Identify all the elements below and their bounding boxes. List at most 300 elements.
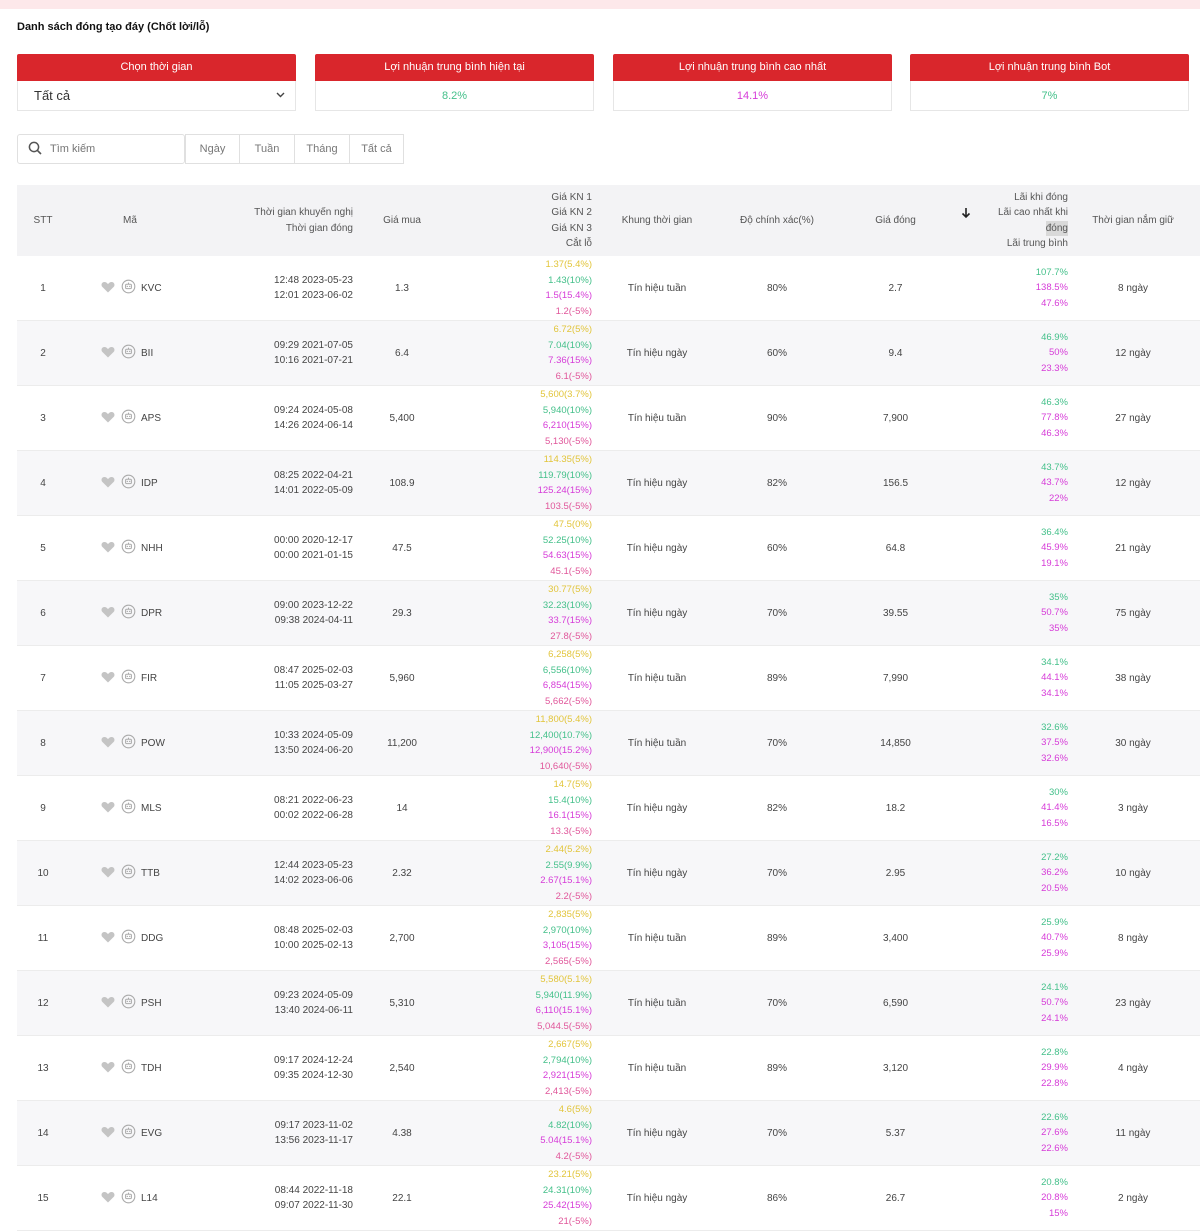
search-box[interactable] — [17, 134, 185, 164]
heart-icon[interactable] — [101, 801, 115, 816]
avg-profit-max-value: 14.1% — [613, 81, 892, 111]
timeframe: Tín hiệu tuần — [627, 737, 687, 749]
target-price: 12,900(15.2%) — [529, 745, 592, 756]
accuracy: 89% — [766, 1062, 787, 1074]
ticker-symbol[interactable]: TTB — [141, 867, 160, 879]
row-index: 7 — [40, 672, 46, 684]
heart-icon[interactable] — [101, 996, 115, 1011]
close-price: 64.8 — [885, 542, 906, 554]
row-index: 5 — [40, 542, 46, 554]
bot-icon[interactable] — [121, 799, 136, 817]
profit-value: 35% — [1048, 622, 1068, 634]
bot-icon[interactable] — [121, 279, 136, 297]
target-price: 47.5(0%) — [553, 519, 592, 530]
ticker-symbol[interactable]: DDG — [141, 932, 164, 944]
close-price: 39.55 — [882, 607, 909, 619]
buy-price: 6.4 — [395, 347, 409, 359]
row-index: 12 — [37, 997, 49, 1009]
recommend-time: 09:24 2024-05-08 — [274, 404, 353, 416]
holding-time: 2 ngày — [1117, 1192, 1149, 1204]
buy-price: 47.5 — [392, 542, 412, 554]
bot-icon[interactable] — [121, 1189, 136, 1207]
avg-profit-max-label: Lợi nhuận trung bình cao nhất — [613, 54, 892, 81]
close-time: 00:00 2021-01-15 — [274, 550, 353, 561]
row-index: 8 — [40, 737, 46, 749]
time-cell — [207, 581, 353, 645]
profit-value: 36.4% — [1041, 526, 1068, 538]
recommend-time: 12:48 2023-05-23 — [274, 274, 353, 286]
target-price: 2,667(5%) — [548, 1039, 592, 1050]
target-price: 7.36(15%) — [548, 355, 592, 366]
ticker-symbol[interactable]: L14 — [141, 1192, 158, 1204]
chevron-down-icon — [276, 90, 285, 101]
filter-day-button[interactable]: Ngày — [185, 134, 240, 164]
ticker-symbol[interactable]: FIR — [141, 672, 158, 684]
time-cell — [207, 711, 353, 775]
heart-icon[interactable] — [101, 671, 115, 686]
target-price: 1.43(10%) — [548, 274, 592, 286]
ticker-symbol[interactable]: NHH — [141, 542, 163, 554]
heart-icon[interactable] — [101, 281, 115, 296]
heart-icon[interactable] — [101, 606, 115, 621]
bot-icon[interactable] — [121, 539, 136, 557]
time-cell — [207, 1166, 353, 1230]
filter-month-button[interactable]: Tháng — [295, 134, 350, 164]
table-header — [17, 185, 1200, 256]
header-profit[interactable]: Lãi khi đóng Lãi cao nhất khi đóng Lãi trung bình — [997, 191, 1068, 249]
heart-icon[interactable] — [101, 541, 115, 556]
ticker-cell — [101, 1166, 191, 1230]
profit-value: 22% — [1048, 492, 1068, 504]
target-price: 5.04(15.1%) — [540, 1135, 592, 1146]
profit-value: 43.7% — [1041, 461, 1068, 473]
avg-profit-current-label: Lợi nhuận trung bình hiện tại — [315, 54, 594, 81]
target-price: 119.79(10%) — [538, 469, 592, 481]
holding-time: 75 ngày — [1115, 607, 1151, 619]
accuracy: 82% — [766, 477, 787, 489]
header-close-price[interactable]: Giá đóng — [875, 214, 916, 226]
profit-value: 35% — [1048, 591, 1068, 603]
filter-all-button[interactable]: Tất cả — [350, 134, 404, 164]
avg-profit-bot-value: 7% — [910, 81, 1189, 111]
accuracy: 70% — [766, 867, 787, 879]
target-price: 1.2(-5%) — [555, 305, 592, 317]
target-price: 11,800(5.4%) — [535, 714, 592, 725]
row-index: 1 — [40, 282, 46, 294]
target-price: 13.3(-5%) — [550, 825, 592, 837]
ticker-cell — [101, 971, 191, 1035]
target-price: 14.7(5%) — [553, 779, 592, 790]
buy-price: 14 — [396, 802, 408, 814]
profit-value: 23.3% — [1041, 362, 1068, 374]
ticker-cell — [101, 646, 191, 710]
profit-cell — [967, 1166, 1068, 1230]
profit-value: 34.1% — [1041, 656, 1068, 668]
target-price: 2.44(5.2%) — [545, 844, 592, 855]
accuracy: 86% — [766, 1192, 787, 1204]
bot-icon[interactable] — [121, 1059, 136, 1077]
target-price: 2,565(-5%) — [545, 955, 592, 967]
close-price: 26.7 — [885, 1192, 906, 1204]
target-price: 33.7(15%) — [548, 615, 592, 626]
ticker-symbol[interactable]: MLS — [141, 802, 162, 814]
heart-icon[interactable] — [101, 1126, 115, 1141]
time-cell — [207, 451, 353, 515]
profit-value: 107.7% — [1035, 266, 1068, 278]
target-price: 16.1(15%) — [548, 810, 592, 821]
close-price: 7,900 — [882, 412, 909, 424]
ticker-cell — [101, 841, 191, 905]
accuracy: 90% — [766, 412, 787, 424]
close-price: 9.4 — [888, 347, 903, 359]
target-price: 3,105(15%) — [542, 940, 592, 951]
recommend-time: 08:21 2022-06-23 — [274, 794, 353, 806]
profit-cell — [967, 971, 1068, 1035]
buy-price: 5,310 — [389, 997, 415, 1009]
profit-value: 22.6% — [1041, 1142, 1068, 1154]
heart-icon[interactable] — [101, 931, 115, 946]
close-time: 13:56 2023-11-17 — [274, 1135, 353, 1146]
avg-profit-bot-box — [910, 54, 1189, 111]
close-time: 09:07 2022-11-30 — [274, 1200, 353, 1211]
accuracy: 70% — [766, 997, 787, 1009]
close-price: 3,400 — [882, 932, 909, 944]
close-time: 13:50 2024-06-20 — [274, 745, 353, 756]
filter-week-button[interactable]: Tuần — [240, 134, 295, 164]
time-cell — [207, 386, 353, 450]
target-price: 125.24(15%) — [537, 485, 592, 496]
timeframe: Tín hiệu ngày — [626, 347, 688, 359]
accuracy: 70% — [766, 1127, 787, 1139]
ticker-symbol[interactable]: TDH — [141, 1062, 162, 1074]
time-cell — [207, 256, 353, 320]
target-price: 21(-5%) — [558, 1215, 592, 1227]
profit-cell — [967, 776, 1068, 840]
close-price: 2.95 — [885, 867, 906, 879]
profit-value: 22.8% — [1041, 1046, 1068, 1058]
profit-value: 24.1% — [1041, 981, 1068, 993]
profit-value: 25.9% — [1041, 916, 1068, 928]
recommend-time: 08:47 2025-02-03 — [274, 664, 353, 676]
table-row[interactable] — [17, 1101, 1200, 1166]
close-time: 09:35 2024-12-30 — [274, 1070, 353, 1081]
buy-price: 2,540 — [389, 1062, 415, 1074]
profit-cell — [967, 711, 1068, 775]
target-price: 5,940(11.9%) — [535, 989, 592, 1001]
ticker-symbol[interactable]: PSH — [141, 997, 162, 1009]
arrow-down-icon[interactable] — [957, 177, 975, 248]
bot-icon[interactable] — [121, 474, 136, 492]
table-row[interactable] — [17, 711, 1200, 776]
header-ma[interactable]: Mã — [123, 214, 137, 226]
ticker-symbol[interactable]: APS — [141, 412, 162, 424]
recommend-time: 08:44 2022-11-18 — [274, 1184, 353, 1196]
table-row[interactable] — [17, 451, 1200, 516]
table-row[interactable] — [17, 646, 1200, 711]
holding-time: 8 ngày — [1117, 282, 1149, 294]
avg-profit-current-box — [315, 54, 594, 111]
ticker-symbol[interactable]: EVG — [141, 1127, 163, 1139]
profit-cell — [967, 581, 1068, 645]
header-timeframe[interactable]: Khung thời gian — [621, 214, 693, 226]
buy-price: 2,700 — [389, 932, 415, 944]
target-price: 1.5(15.4%) — [545, 290, 592, 301]
profit-cell — [967, 1101, 1068, 1165]
heart-icon[interactable] — [101, 346, 115, 361]
target-price: 2.55(9.9%) — [545, 859, 592, 871]
accuracy: 80% — [766, 282, 787, 294]
bot-icon[interactable] — [121, 994, 136, 1012]
holding-time: 4 ngày — [1117, 1062, 1149, 1074]
profit-value: 46.3% — [1041, 396, 1068, 408]
row-index: 15 — [37, 1192, 49, 1204]
profit-value: 138.5% — [1035, 282, 1068, 294]
profit-value: 36.2% — [1041, 867, 1068, 879]
close-price: 6,590 — [882, 997, 909, 1009]
target-prices-cell — [487, 1101, 592, 1165]
table-row[interactable] — [17, 581, 1200, 646]
ticker-cell — [101, 321, 191, 385]
recommend-time: 09:17 2023-11-02 — [274, 1119, 353, 1131]
search-icon — [28, 141, 50, 158]
target-price: 6.1(-5%) — [555, 370, 592, 382]
close-price: 5.37 — [885, 1127, 906, 1139]
target-prices-cell — [487, 1036, 592, 1100]
bot-icon[interactable] — [121, 1124, 136, 1142]
recommend-time: 00:00 2020-12-17 — [274, 534, 353, 546]
header-accuracy[interactable]: Độ chính xác(%) — [740, 214, 814, 226]
table-row[interactable] — [17, 841, 1200, 906]
time-select-label: Chọn thời gian — [17, 54, 296, 81]
close-time: 10:00 2025-02-13 — [274, 940, 353, 951]
target-price: 6,556(10%) — [542, 664, 592, 676]
target-price: 6,110(15.1%) — [535, 1005, 592, 1016]
profit-value: 25.9% — [1041, 947, 1068, 959]
row-index: 2 — [40, 347, 46, 359]
header-kn-prices[interactable]: Giá KN 1 Giá KN 2 Giá KN 3 Cắt lỗ — [551, 191, 592, 249]
row-index: 4 — [40, 477, 46, 489]
heart-icon[interactable] — [101, 476, 115, 491]
timeframe: Tín hiệu tuần — [627, 672, 687, 684]
holding-time: 10 ngày — [1115, 867, 1151, 879]
timeframe: Tín hiệu tuần — [627, 412, 687, 424]
profit-value: 47.6% — [1041, 297, 1068, 309]
profit-value: 34.1% — [1041, 687, 1068, 699]
bot-icon[interactable] — [121, 604, 136, 622]
ticker-cell — [101, 1036, 191, 1100]
profit-value: 20.8% — [1041, 1176, 1068, 1188]
holding-time: 8 ngày — [1117, 932, 1149, 944]
target-price: 4.2(-5%) — [555, 1150, 592, 1162]
target-price: 6.72(5%) — [553, 324, 592, 335]
accuracy: 70% — [766, 607, 787, 619]
table-row[interactable] — [17, 1166, 1200, 1231]
timeframe: Tín hiệu ngày — [626, 607, 688, 619]
header-time[interactable]: Thời gian khuyến nghị Thời gian đóng — [254, 207, 353, 234]
profit-cell — [967, 516, 1068, 580]
accuracy: 82% — [766, 802, 787, 814]
target-price: 2,970(10%) — [542, 924, 592, 936]
period-filters — [185, 134, 404, 164]
row-index: 13 — [37, 1062, 49, 1074]
ticker-cell — [101, 776, 191, 840]
target-prices-cell — [487, 1166, 592, 1230]
profit-cell — [967, 841, 1068, 905]
profit-value: 37.5% — [1041, 737, 1068, 749]
time-cell — [207, 516, 353, 580]
bot-icon[interactable] — [121, 409, 136, 427]
timeframe: Tín hiệu ngày — [626, 477, 688, 489]
buy-price: 1.3 — [395, 282, 409, 294]
holding-time: 12 ngày — [1115, 347, 1151, 359]
target-prices-cell — [487, 711, 592, 775]
profit-value: 50.7% — [1041, 607, 1068, 619]
ticker-symbol[interactable]: POW — [141, 737, 165, 749]
row-index: 9 — [40, 802, 46, 814]
search-input[interactable] — [50, 143, 170, 155]
close-price: 2.7 — [888, 282, 903, 294]
header-stt[interactable]: STT — [33, 214, 53, 226]
buy-price: 5,400 — [389, 412, 415, 424]
ticker-cell — [101, 386, 191, 450]
close-time: 14:02 2023-06-06 — [274, 875, 353, 886]
target-price: 5,130(-5%) — [545, 435, 592, 447]
time-select[interactable] — [17, 81, 296, 111]
target-price: 54.63(15%) — [542, 550, 592, 561]
profit-value: 50.7% — [1041, 997, 1068, 1009]
target-price: 2,794(10%) — [542, 1054, 592, 1066]
top-strip — [0, 0, 1200, 9]
profit-value: 16.5% — [1041, 817, 1068, 829]
avg-profit-bot-label: Lợi nhuận trung bình Bot — [910, 54, 1189, 81]
ticker-cell — [101, 581, 191, 645]
target-prices-cell — [487, 841, 592, 905]
time-cell — [207, 1101, 353, 1165]
profit-cell — [967, 451, 1068, 515]
profit-value: 19.1% — [1041, 557, 1068, 569]
bot-icon[interactable] — [121, 864, 136, 882]
table-row[interactable] — [17, 321, 1200, 386]
profit-value: 15% — [1048, 1207, 1068, 1219]
target-price: 6,258(5%) — [548, 649, 592, 660]
target-prices-cell — [487, 646, 592, 710]
recommend-time: 10:33 2024-05-09 — [274, 729, 353, 741]
profit-value: 41.4% — [1041, 802, 1068, 814]
time-select-box — [17, 54, 296, 111]
bot-icon[interactable] — [121, 929, 136, 947]
timeframe: Tín hiệu ngày — [626, 542, 688, 554]
ticker-symbol[interactable]: BII — [141, 347, 154, 359]
profit-cell — [967, 646, 1068, 710]
timeframe: Tín hiệu tuần — [627, 997, 687, 1009]
target-price: 6,210(15%) — [542, 420, 592, 431]
target-price: 2,921(15%) — [542, 1070, 592, 1081]
buy-price: 5,960 — [389, 672, 415, 684]
close-price: 7,990 — [882, 672, 909, 684]
time-cell — [207, 971, 353, 1035]
close-price: 3,120 — [882, 1062, 909, 1074]
timeframe: Tín hiệu ngày — [626, 1192, 688, 1204]
recommend-time: 08:48 2025-02-03 — [274, 924, 353, 936]
profit-value: 46.3% — [1041, 427, 1068, 439]
timeframe: Tín hiệu ngày — [626, 1127, 688, 1139]
table-row[interactable] — [17, 386, 1200, 451]
recommend-time: 08:25 2022-04-21 — [274, 469, 353, 481]
profit-value: 40.7% — [1041, 932, 1068, 944]
buy-price: 4.38 — [392, 1127, 412, 1139]
ticker-symbol[interactable]: IDP — [141, 477, 158, 489]
profit-value: 20.8% — [1041, 1192, 1068, 1204]
heart-icon[interactable] — [101, 411, 115, 426]
avg-profit-max-box — [613, 54, 892, 111]
target-price: 6,854(15%) — [542, 680, 592, 691]
ticker-cell — [101, 516, 191, 580]
bot-icon[interactable] — [121, 669, 136, 687]
target-price: 24.31(10%) — [542, 1184, 592, 1196]
header-buy-price[interactable]: Giá mua — [383, 214, 421, 226]
holding-time: 23 ngày — [1115, 997, 1151, 1009]
profit-cell — [967, 321, 1068, 385]
profit-value: 22.8% — [1041, 1077, 1068, 1089]
ticker-symbol[interactable]: DPR — [141, 607, 163, 619]
profit-value: 27.6% — [1041, 1127, 1068, 1139]
row-index: 11 — [37, 932, 49, 944]
close-time: 00:02 2022-06-28 — [274, 810, 353, 821]
bot-icon[interactable] — [121, 734, 136, 752]
header-holding-time[interactable]: Thời gian nắm giữ — [1092, 214, 1174, 226]
target-prices-cell — [487, 906, 592, 970]
buy-price: 108.9 — [389, 477, 415, 489]
time-cell — [207, 906, 353, 970]
target-price: 4.82(10%) — [548, 1119, 592, 1131]
close-price: 156.5 — [882, 477, 909, 489]
table-row[interactable] — [17, 516, 1200, 581]
heart-icon[interactable] — [101, 736, 115, 751]
target-prices-cell — [487, 451, 592, 515]
table-row[interactable] — [17, 256, 1200, 321]
heart-icon[interactable] — [101, 1191, 115, 1206]
signals-table — [17, 185, 1200, 1227]
time-cell — [207, 776, 353, 840]
target-price: 45.1(-5%) — [550, 565, 592, 577]
ticker-cell — [101, 256, 191, 320]
table-row[interactable] — [17, 971, 1200, 1036]
timeframe: Tín hiệu tuần — [627, 282, 687, 294]
heart-icon[interactable] — [101, 1061, 115, 1076]
heart-icon[interactable] — [101, 866, 115, 881]
profit-value: 77.8% — [1041, 412, 1068, 424]
timeframe: Tín hiệu tuần — [627, 1062, 687, 1074]
timeframe: Tín hiệu tuần — [627, 932, 687, 944]
recommend-time: 09:17 2024-12-24 — [274, 1054, 353, 1066]
ticker-symbol[interactable]: KVC — [141, 282, 162, 294]
table-row[interactable] — [17, 906, 1200, 971]
ticker-cell — [101, 711, 191, 775]
target-price: 30.77(5%) — [548, 584, 592, 595]
profit-value: 24.1% — [1041, 1012, 1068, 1024]
table-row[interactable] — [17, 1036, 1200, 1101]
table-row[interactable] — [17, 776, 1200, 841]
target-price: 2.67(15.1%) — [540, 875, 592, 886]
target-price: 103.5(-5%) — [545, 500, 592, 512]
ticker-cell — [101, 906, 191, 970]
target-price: 4.6(5%) — [558, 1104, 592, 1115]
timeframe: Tín hiệu ngày — [626, 867, 688, 879]
bot-icon[interactable] — [121, 344, 136, 362]
accuracy: 70% — [766, 737, 787, 749]
profit-value: 32.6% — [1041, 752, 1068, 764]
holding-time: 38 ngày — [1115, 672, 1151, 684]
